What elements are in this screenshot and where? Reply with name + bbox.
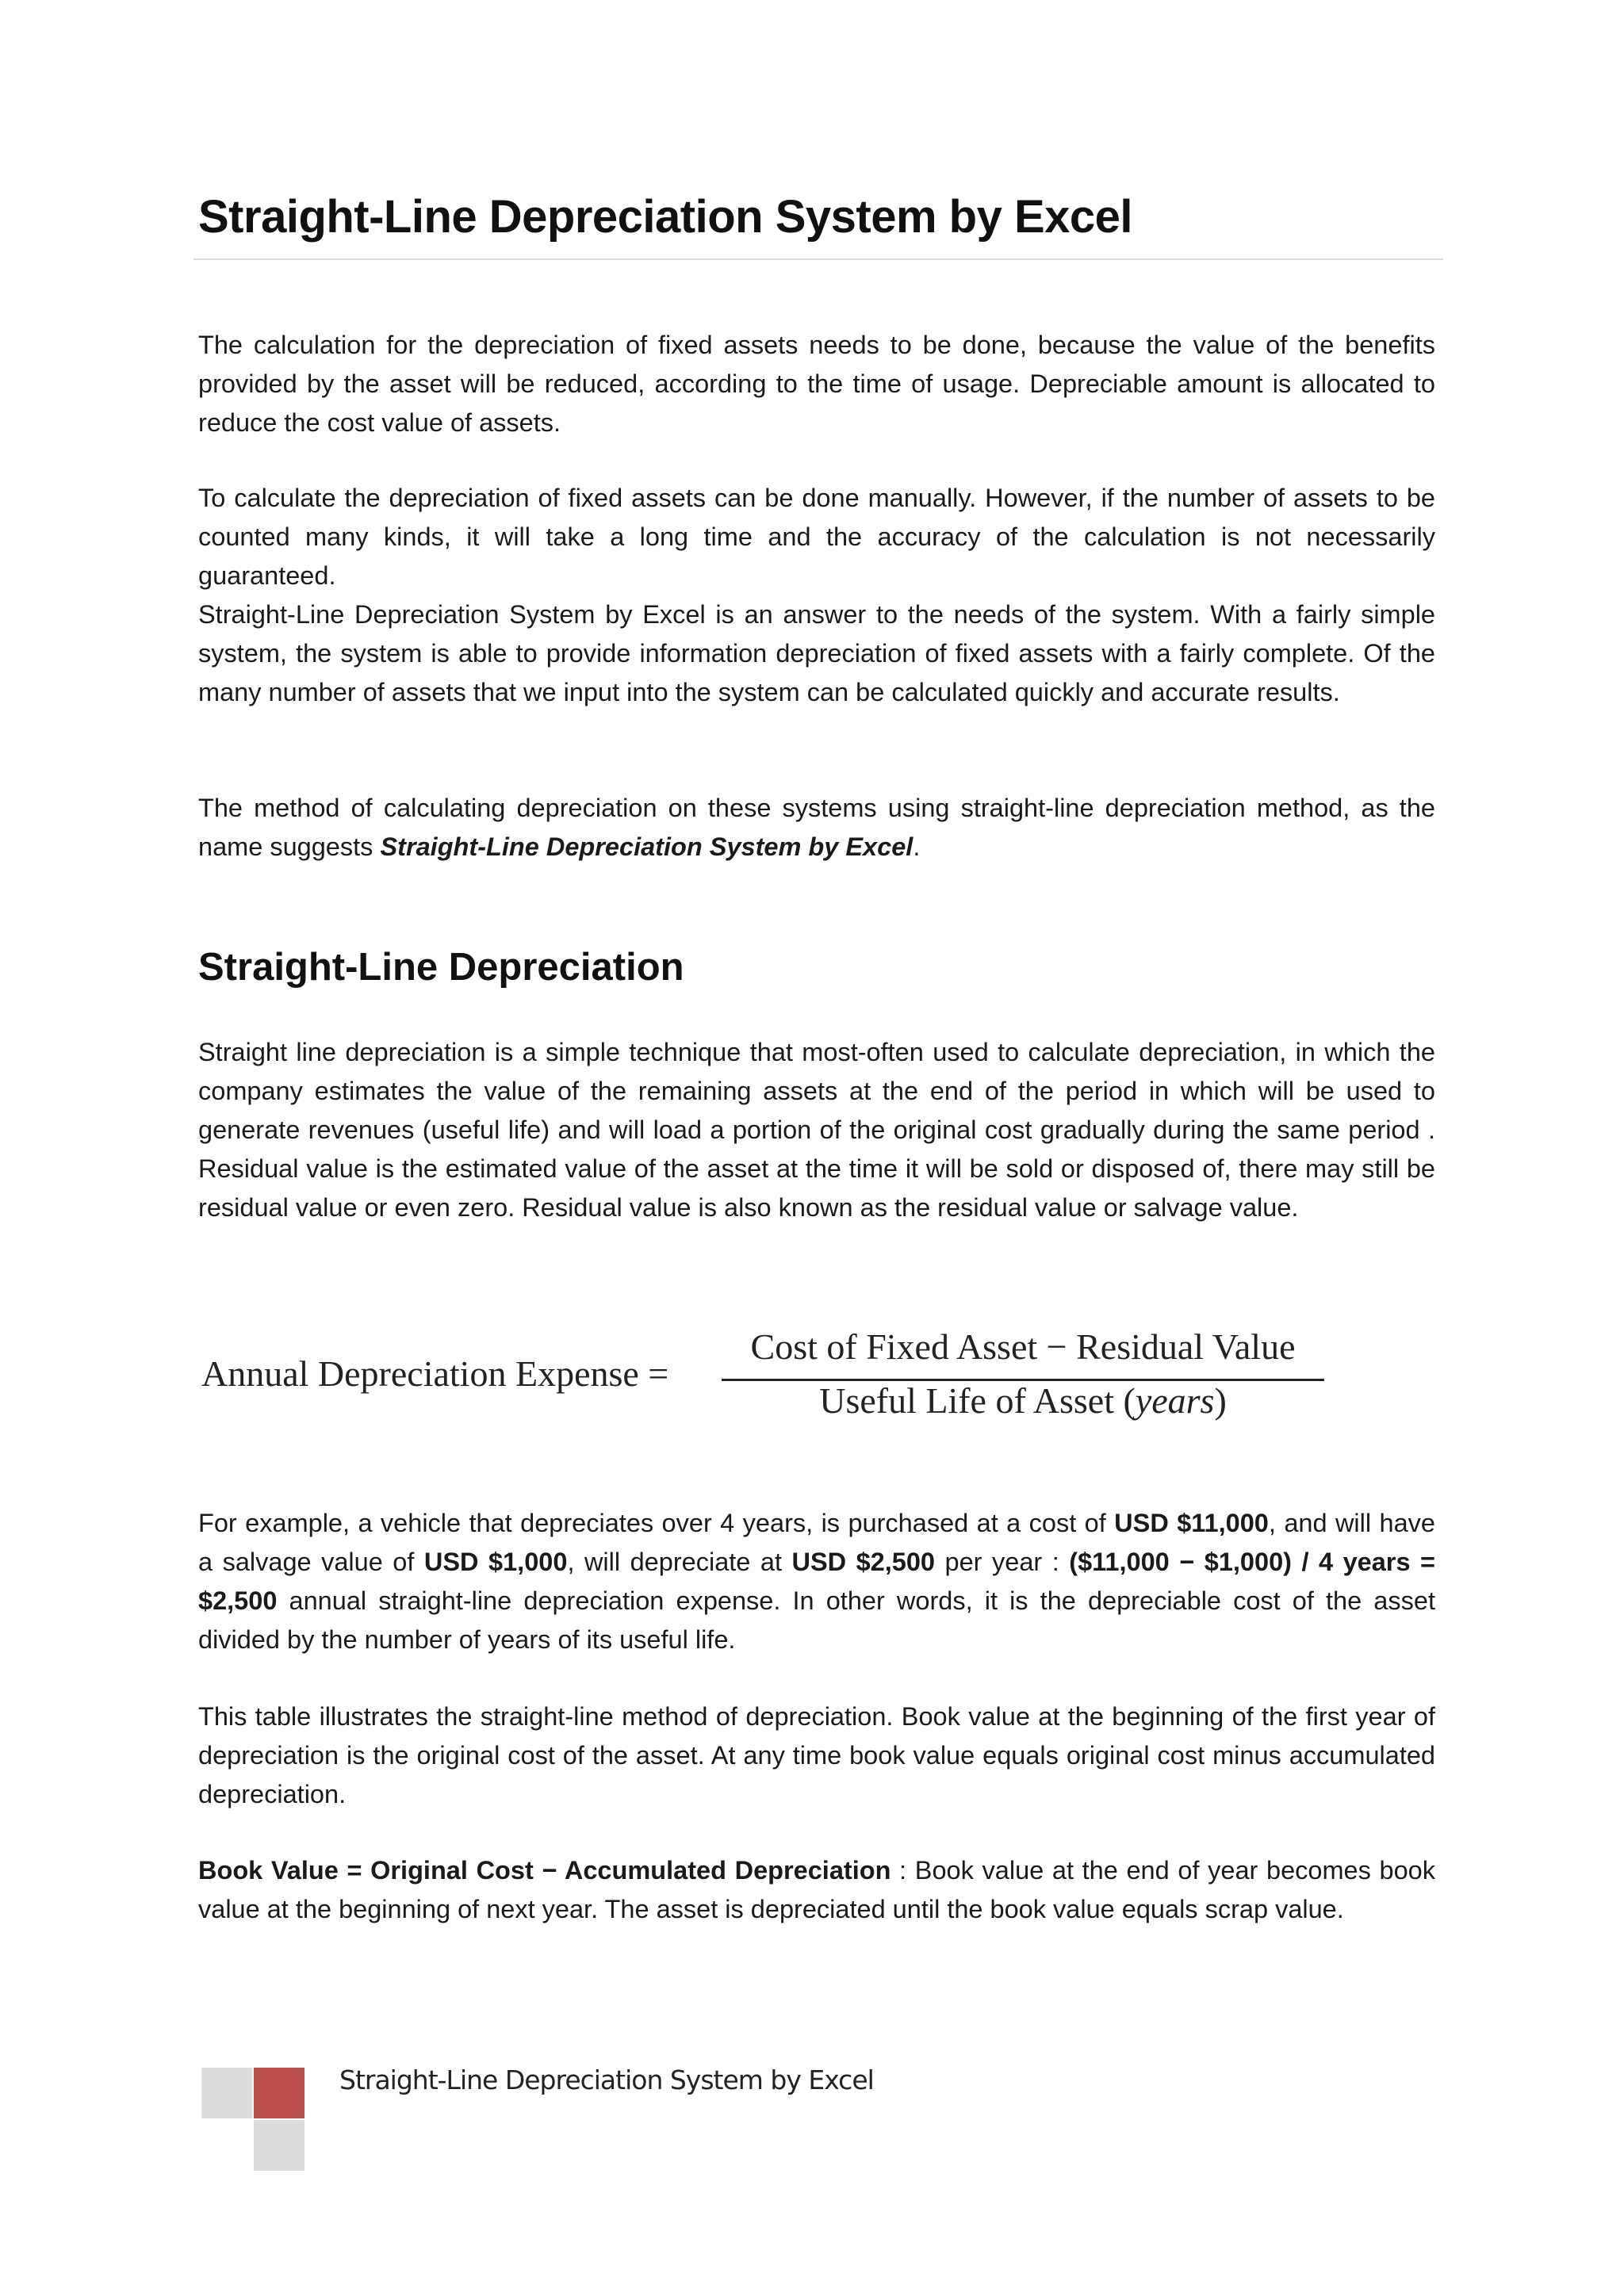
depreciation-formula bbox=[198, 1316, 1435, 1435]
example-text-5: annual straight-line depreciation expense. In other words, it is the depreciable cost of the asset divided by the number of years of its useful life. bbox=[198, 1586, 1435, 1654]
example-salvage: USD $1,000 bbox=[423, 1548, 568, 1576]
denominator-years: years bbox=[1135, 1380, 1215, 1421]
table-intro-paragraph: This table illustrates the straight-line method of depreciation. Book value at the beginning of the first year of depreciation is the original cost of the asset. At any time book value equals original cost minus accumulated depreciation. bbox=[198, 1702, 1435, 1808]
intro-paragraph-3: Straight-Line Depreciation System by Excel is an answer to the needs of the system. With a fairly simple system, the system is able to provide information depreciation of fixed assets with a fairly complete. Of the many number of assets that we input into the system can be calculated quickly and accurate results. bbox=[198, 600, 1435, 706]
denominator-text: Useful Life of Asset bbox=[819, 1380, 1124, 1421]
system-name-emphasis: Straight-Line Depreciation System by Excel bbox=[380, 832, 914, 861]
example-paragraph bbox=[198, 1504, 1435, 1659]
denominator-paren-open: ( bbox=[1123, 1380, 1136, 1421]
denominator-paren-close: ) bbox=[1214, 1380, 1227, 1421]
title-divider bbox=[193, 258, 1443, 260]
book-value-paragraph bbox=[198, 1851, 1435, 1929]
book-value-text: : Book value at the end of year becomes book value at the beginning of next year. The asset is depreciated until the book value equals scrap value. bbox=[198, 1856, 1436, 1923]
formula-lhs: Annual Depreciation Expense = bbox=[201, 1353, 669, 1394]
example-text-1: For example, a vehicle that depreciates over 4 years, is purchased at a cost of bbox=[198, 1509, 1115, 1537]
page-title: Straight-Line Depreciation System by Excel bbox=[198, 191, 1133, 243]
footer-title: Straight-Line Depreciation System by Excel bbox=[339, 2064, 874, 2095]
example-annual: USD $2,500 bbox=[791, 1548, 936, 1576]
example-text-3: , will depreciate at bbox=[567, 1548, 792, 1576]
footer-logo bbox=[201, 2068, 304, 2171]
book-value-formula: Book Value = Original Cost − Accumulated Depreciation bbox=[198, 1856, 891, 1885]
example-cost: USD $11,000 bbox=[1114, 1509, 1269, 1537]
formula-numerator: Cost of Fixed Asset − Residual Value bbox=[750, 1326, 1296, 1367]
example-calculation: ($11,000 − $1,000) / 4 years = $2,500 bbox=[198, 1548, 1435, 1615]
logo-square-gray-1 bbox=[201, 2068, 252, 2118]
section-paragraph: Straight line depreciation is a simple technique that most-often used to calculate depreciation, in which the company estimates the value of the remaining assets at the end of the period in which will be used to generate revenues (useful life) and will load a portion of the original cost gradually during the same period . Residual value is the estimated value of the asset at the time it will be sold or disposed of, there may still be residual value or even zero. Residual value is also known as the residual value or salvage value. bbox=[198, 1038, 1435, 1222]
example-text-4: per year : bbox=[935, 1548, 1070, 1576]
example-text-2: , and will have a salvage value of bbox=[198, 1509, 1435, 1576]
intro-paragraph-4 bbox=[198, 789, 1435, 867]
formula-denominator bbox=[722, 1380, 1324, 1422]
p4-end: . bbox=[913, 832, 921, 861]
intro-paragraph-2: To calculate the depreciation of fixed assets can be done manually. However, if the number of assets to be counted many kinds, it will take a long time and the accuracy of the calculation is not necessarily guaranteed. bbox=[198, 484, 1435, 590]
section-heading: Straight-Line Depreciation bbox=[198, 946, 684, 989]
intro-paragraph-1: The calculation for the depreciation of fixed assets needs to be done, because the value of the benefits provided by the asset will be reduced, according to the time of usage. Depreciable amount is allocated to reduce the cost value of assets. bbox=[198, 331, 1435, 437]
p4-text: The method of calculating depreciation on these systems using straight-line depreciation method, as the name suggests bbox=[198, 794, 1435, 861]
logo-square-red bbox=[254, 2068, 304, 2118]
logo-square-gray-2 bbox=[254, 2120, 304, 2171]
